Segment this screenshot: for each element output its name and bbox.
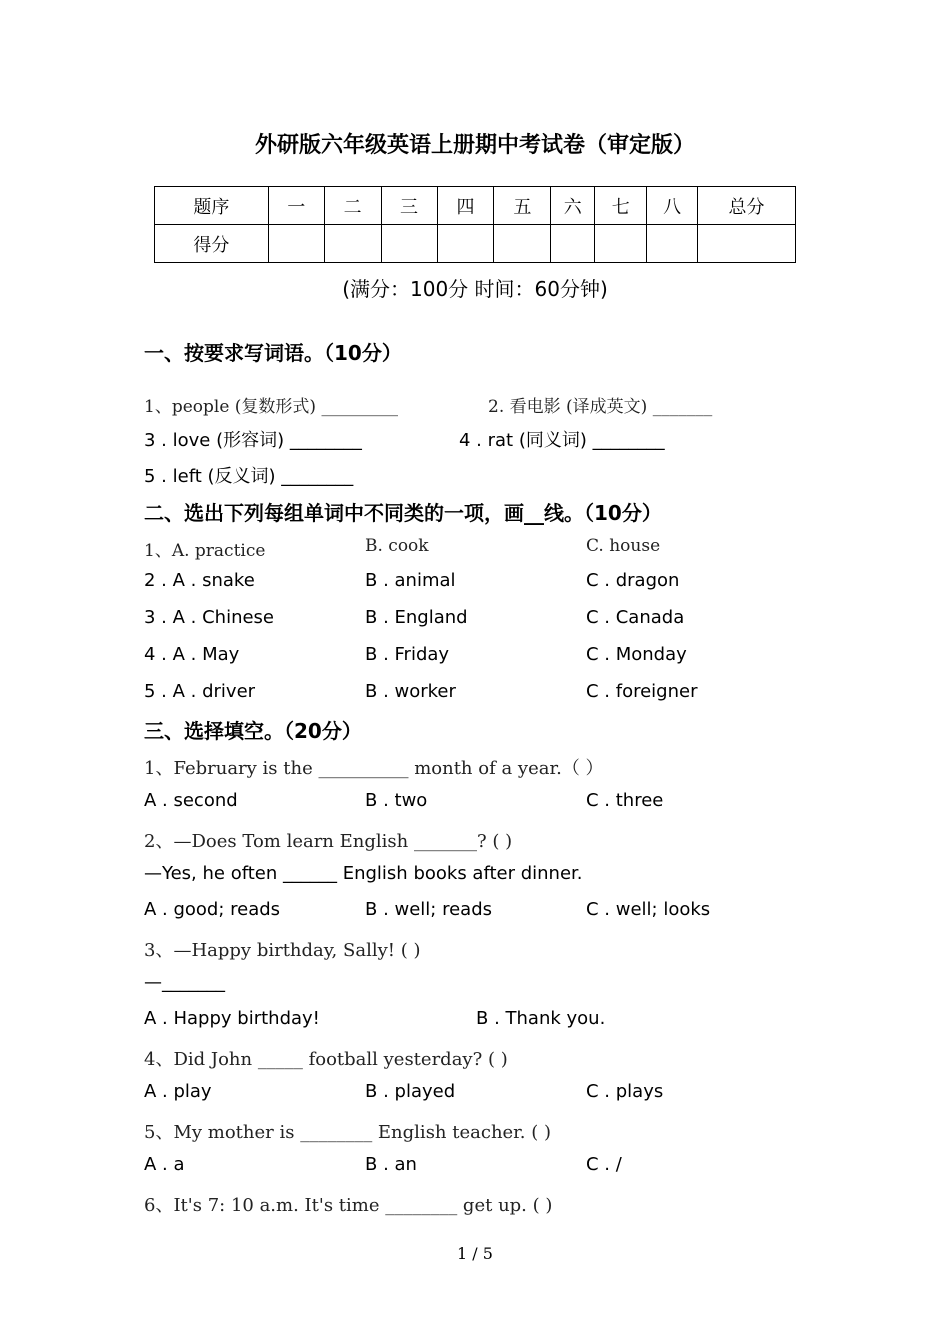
s2-row4-a: 4 . A . May [144,644,240,665]
s2-row1-c: C. house [586,536,661,556]
score-table-header-row [155,187,796,225]
score-cell[interactable] [268,225,324,263]
s3-q2-option-a: A . good; reads [144,899,281,920]
section2-heading: 二、选出下列每组单词中不同类的一项，画__线。（10分） [144,501,662,525]
exam-title: 外研版六年级英语上册期中考试卷（审定版） [254,133,695,158]
score-cell[interactable] [494,225,551,263]
s3-question-4: 4、Did John _____ football yesterday? ( ) [144,1049,508,1070]
s2-row2-b: B . animal [365,570,456,591]
s1-question-3: 3 . love (形容词) ________ [144,430,362,451]
s3-question-6: 6、It's 7: 10 a.m. It's time ________ get up. ( ) [144,1195,553,1216]
score-cell[interactable] [595,225,647,263]
s1-question-1: 1、people (复数形式) _________ [144,397,398,417]
s1-question-2: 2. 看电影 (译成英文) _______ [488,397,713,417]
row-label-cell: 得分 [155,225,269,263]
header-cell: 五 [494,187,551,225]
header-cell: 四 [437,187,494,225]
s3-question-5: 5、My mother is ________ English teacher. ( ) [144,1122,552,1143]
s3-question-2: 2、—Does Tom learn English _______? ( ) [144,831,513,852]
header-cell: 七 [595,187,647,225]
s3-q2-option-b: B . well; reads [365,899,493,920]
s3-q3-option-a: A . Happy birthday! [144,1008,320,1029]
full-score-note: (满分：100分 时间：60分钟) [342,277,608,301]
s2-row2-c: C . dragon [586,570,680,591]
score-cell[interactable] [437,225,494,263]
header-cell: 题序 [155,187,269,225]
s1-question-4: 4 . rat (同义词) ________ [459,430,665,451]
header-cell: 总分 [698,187,796,225]
s3-q1-option-a: A . second [144,790,238,811]
s1-question-5: 5 . left (反义词) ________ [144,466,354,487]
score-cell[interactable] [381,225,437,263]
s2-row5-a: 5 . A . driver [144,681,256,702]
s3-q2-option-c: C . well; looks [586,899,711,920]
score-cell[interactable] [324,225,381,263]
s2-row4-b: B . Friday [365,644,450,665]
s2-row3-b: B . England [365,607,468,628]
header-cell: 三 [381,187,437,225]
s2-row3-c: C . Canada [586,607,685,628]
s3-q3-option-b: B . Thank you. [476,1008,606,1029]
s2-row2-a: 2 . A . snake [144,570,255,591]
s3-q4-option-b: B . played [365,1081,456,1102]
header-cell: 二 [324,187,381,225]
s3-q4-option-a: A . play [144,1081,212,1102]
s2-row4-c: C . Monday [586,644,687,665]
s2-row3-a: 3 . A . Chinese [144,607,275,628]
s3-q2-line2: —Yes, he often ______ English books after dinner. [144,863,583,884]
score-table [154,186,796,263]
s3-question-1: 1、February is the __________ month of a year.（ ） [144,758,604,779]
section3-heading: 三、选择填空。（20分） [144,719,362,743]
score-table-score-row [155,225,796,263]
s3-q5-option-b: B . an [365,1154,417,1175]
section1-heading: 一、按要求写词语。（10分） [144,341,402,365]
s2-row1-a: 1、A. practice [144,541,266,561]
header-cell: 六 [551,187,595,225]
page-number: 1 / 5 [457,1244,493,1263]
s3-q3-line2: —_______ [144,972,225,993]
s3-q1-option-b: B . two [365,790,428,811]
s2-row1-b: B. cook [365,536,429,556]
s2-row5-c: C . foreigner [586,681,698,702]
score-cell[interactable] [698,225,796,263]
s2-row5-b: B . worker [365,681,456,702]
s3-q4-option-c: C . plays [586,1081,664,1102]
header-cell: 一 [268,187,324,225]
s3-q5-option-c: C . / [586,1154,622,1175]
header-cell: 八 [647,187,698,225]
s3-q1-option-c: C . three [586,790,664,811]
s3-question-3: 3、—Happy birthday, Sally! ( ) [144,940,421,961]
score-cell[interactable] [551,225,595,263]
score-cell[interactable] [647,225,698,263]
s3-q5-option-a: A . a [144,1154,185,1175]
